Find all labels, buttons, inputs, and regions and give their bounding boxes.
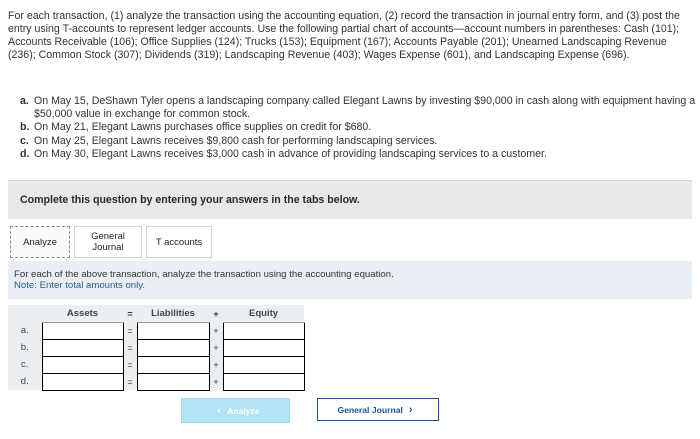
assets-input-d[interactable] <box>43 374 123 389</box>
equals-sign: = <box>123 356 137 373</box>
tab-general-journal-line1: General <box>91 231 125 242</box>
equals-sign: = <box>123 339 137 356</box>
table-header-row <box>8 305 304 322</box>
plus-sign: + <box>209 322 223 339</box>
liabilities-input-cell <box>137 339 209 356</box>
tab-t-accounts-label: T accounts <box>155 236 203 248</box>
equals-sign: = <box>123 322 137 339</box>
assets-input-c[interactable] <box>43 357 123 372</box>
equity-input-cell <box>223 322 304 339</box>
accounting-equation-table <box>8 305 305 391</box>
transaction-label: a. <box>20 95 29 107</box>
transaction-list <box>20 95 696 162</box>
liabilities-input-cell <box>137 356 209 373</box>
liabilities-input-c[interactable] <box>138 357 209 372</box>
tab-general-journal-label <box>91 231 125 253</box>
complete-question-bar <box>8 180 692 219</box>
transaction-text: On May 21, Elegant Lawns purchases office supplies on credit for $680. <box>34 121 372 134</box>
table-row <box>8 322 304 339</box>
tab-general-journal[interactable] <box>74 226 142 258</box>
transaction-text: On May 25, Elegant Lawns receives $9,800 cash for performing landscaping services. <box>34 134 438 147</box>
equity-input-cell <box>223 356 304 373</box>
row-label: a. <box>8 322 42 339</box>
question-tabs <box>10 226 216 260</box>
equity-input-a[interactable] <box>224 323 304 338</box>
table-row <box>8 356 304 373</box>
header-assets: Assets <box>42 305 123 322</box>
liabilities-input-d[interactable] <box>138 374 209 389</box>
header-blank <box>8 305 42 322</box>
equity-input-c[interactable] <box>224 357 304 372</box>
header-plus: + <box>209 305 223 322</box>
row-label: c. <box>8 356 42 373</box>
row-label: d. <box>8 373 42 390</box>
transaction-item-b <box>20 121 696 134</box>
tab-analyze-label: Analyze <box>23 236 57 248</box>
liabilities-input-cell <box>137 322 209 339</box>
prev-analyze-button[interactable] <box>181 398 290 423</box>
transaction-item-c <box>20 135 696 148</box>
assets-input-cell <box>42 373 123 390</box>
transaction-label: c. <box>20 134 29 147</box>
liabilities-input-cell <box>137 373 209 390</box>
next-general-journal-button[interactable] <box>317 398 439 421</box>
equity-input-d[interactable] <box>224 374 304 389</box>
prev-button-label: Analyze <box>227 405 260 416</box>
header-liabilities: Liabilities <box>137 305 209 322</box>
question-intro: For each transaction, (1) analyze the transaction using the accounting equation, (2) record the transaction in journal entry form, and (3) post the entry using T-accounts to represent ledger accounts. Use the following partial chart of accounts—account numbers in parentheses: Cash (101); Accounts Receivable (106); Office Supplies (124); Trucks (153); Equipment (167); Accounts Payable (201); Unearned Landscaping Revenue (236); Common Stock (307); Dividends (319); Landscaping Revenue (403); Wages Expense (601), and Landscaping Expense (696). <box>8 10 680 61</box>
equity-input-cell <box>223 373 304 390</box>
instruction-note: Note: Enter total amounts only. <box>14 280 146 291</box>
row-label: b. <box>8 339 42 356</box>
instruction-panel <box>8 261 692 299</box>
equity-input-b[interactable] <box>224 340 304 355</box>
header-equity: Equity <box>223 305 304 322</box>
assets-input-cell <box>42 322 123 339</box>
transaction-text: On May 30, Elegant Lawns receives $3,000 cash in advance of providing landscaping services to a customer. <box>34 148 547 161</box>
assets-input-b[interactable] <box>43 340 123 355</box>
equity-input-cell <box>223 339 304 356</box>
transaction-label: d. <box>20 148 30 161</box>
assets-input-a[interactable] <box>43 323 123 338</box>
transaction-text: On May 15, DeShawn Tyler opens a landscaping company called Elegant Lawns by investing $90,000 in cash along with equipment having a $50,000 value in exchange for common stock. <box>34 95 696 120</box>
plus-sign: + <box>209 356 223 373</box>
complete-question-text: Complete this question by entering your answers in the tabs below. <box>20 194 360 206</box>
assets-input-cell <box>42 356 123 373</box>
header-equals: = <box>123 305 137 322</box>
transaction-item-d <box>20 148 696 161</box>
assets-input-cell <box>42 339 123 356</box>
tab-analyze[interactable] <box>10 226 70 258</box>
transaction-label: b. <box>20 121 30 134</box>
chevron-left-icon: ‹ <box>217 404 222 417</box>
table-row <box>8 339 304 356</box>
liabilities-input-a[interactable] <box>138 323 209 338</box>
liabilities-input-b[interactable] <box>138 340 209 355</box>
transaction-item-a <box>20 95 696 120</box>
plus-sign: + <box>209 373 223 390</box>
next-button-label: General Journal <box>337 404 403 415</box>
instruction-text: For each of the above transaction, analyze the transaction using the accounting equation. <box>14 269 394 280</box>
equals-sign: = <box>123 373 137 390</box>
plus-sign: + <box>209 339 223 356</box>
tab-t-accounts[interactable] <box>146 226 212 258</box>
tab-general-journal-line2: Journal <box>92 242 124 253</box>
table-row <box>8 373 304 390</box>
chevron-right-icon: › <box>408 403 413 416</box>
